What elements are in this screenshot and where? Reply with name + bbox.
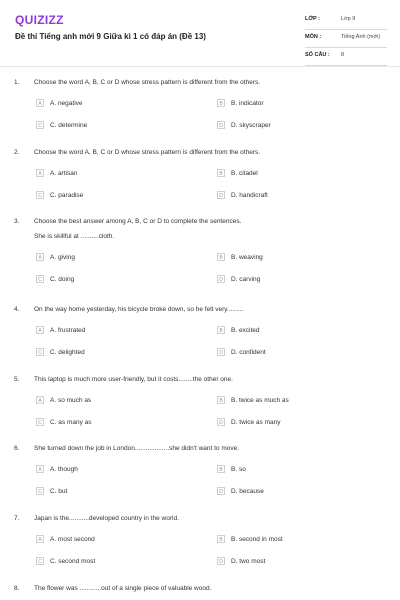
option-text: C. paradise	[50, 192, 84, 199]
meta-row-count	[305, 48, 387, 66]
option-letter-box: D	[217, 275, 225, 283]
option-letter-box: B	[217, 253, 225, 261]
meta-value: Tiếng Anh (mới)	[341, 34, 381, 40]
option-text: D. confident	[231, 349, 266, 356]
option-letter-box: A	[36, 99, 44, 107]
option-letter-box: A	[36, 253, 44, 261]
option-letter-box: D	[217, 191, 225, 199]
option-letter-box: B	[217, 326, 225, 334]
option-letter-box: C	[36, 348, 44, 356]
quizizz-logo: QUIZIZZ	[15, 13, 64, 27]
option-text: C. delighted	[50, 349, 85, 356]
question-number: 5.	[14, 376, 20, 383]
option-text: A. so much as	[50, 397, 92, 404]
option-text: B. second in most	[231, 536, 283, 543]
option-text: A. artisan	[50, 170, 78, 177]
option-text: C. second most	[50, 558, 96, 565]
question-text: Choose the word A, B, C or D whose stress pattern is different from the others.	[34, 79, 261, 86]
option-letter-box: C	[36, 557, 44, 565]
option-text: C. determine	[50, 122, 88, 129]
option-letter-box: A	[36, 326, 44, 334]
option-letter-box: D	[217, 348, 225, 356]
question-text: Choose the word A, B, C or D whose stress pattern is different from the others.	[34, 149, 261, 156]
option-text: D. handicraft	[231, 192, 268, 199]
option-letter-box: D	[217, 487, 225, 495]
option-text: D. twice as many	[231, 419, 281, 426]
question-text: The flower was ............out of a single piece of valuable wood.	[34, 585, 212, 592]
meta-row-subject	[305, 30, 387, 48]
option-text: C. as many as	[50, 419, 92, 426]
option-text: D. two most	[231, 558, 266, 565]
question-text: This laptop is much more user-friendly, but it costs........the other one.	[34, 376, 233, 383]
option-letter-box: C	[36, 487, 44, 495]
option-text: A. negative	[50, 100, 83, 107]
option-text: A. most second	[50, 536, 95, 543]
meta-label: LỚP :	[305, 16, 320, 22]
option-letter-box: D	[217, 418, 225, 426]
option-text: B. citadel	[231, 170, 258, 177]
meta-row-class	[305, 12, 387, 30]
question-number: 4.	[14, 306, 20, 313]
option-text: D. carving	[231, 276, 261, 283]
option-letter-box: B	[217, 169, 225, 177]
meta-label: MÔN :	[305, 34, 322, 40]
question-number: 2.	[14, 149, 20, 156]
question-sentence: She is skillful at ..........cloth.	[34, 233, 115, 240]
option-text: A. frustrated	[50, 327, 86, 334]
option-letter-box: D	[217, 121, 225, 129]
question-number: 6.	[14, 445, 20, 452]
option-text: C. but	[50, 488, 68, 495]
question-number: 7.	[14, 515, 20, 522]
option-text: B. so	[231, 466, 246, 473]
option-text: D. skyscraper	[231, 122, 271, 129]
worksheet-title: Đề thi Tiếng anh mới 9 Giữa kì 1 có đáp án (Đề 13)	[15, 32, 206, 41]
option-text: D. because	[231, 488, 264, 495]
question-number: 1.	[14, 79, 20, 86]
option-letter-box: C	[36, 121, 44, 129]
option-letter-box: B	[217, 465, 225, 473]
option-text: B. weaving	[231, 254, 263, 261]
option-letter-box: A	[36, 396, 44, 404]
option-letter-box: A	[36, 465, 44, 473]
question-text: She turned down the job in London...................she didn't want to move.	[34, 445, 240, 452]
question-text: Choose the best answer among A, B, C or D to complete the sentences.	[34, 218, 242, 225]
question-text: On the way home yesterday, his bicycle broke down, so he felt very.........	[34, 306, 244, 313]
question-number: 3.	[14, 218, 20, 225]
option-letter-box: B	[217, 99, 225, 107]
option-letter-box: C	[36, 191, 44, 199]
option-letter-box: C	[36, 275, 44, 283]
option-letter-box: A	[36, 169, 44, 177]
meta-label: SỐ CÂU :	[305, 52, 330, 58]
option-text: C. doing	[50, 276, 75, 283]
option-letter-box: B	[217, 535, 225, 543]
option-text: B. twice as much as	[231, 397, 289, 404]
worksheet-header	[0, 0, 400, 66]
option-letter-box: C	[36, 418, 44, 426]
option-letter-box: B	[217, 396, 225, 404]
question-number: 8.	[14, 585, 20, 592]
option-letter-box: D	[217, 557, 225, 565]
option-text: A. giving	[50, 254, 75, 261]
meta-value: Lớp 9	[341, 16, 356, 22]
option-letter-box: A	[36, 535, 44, 543]
option-text: B. excited	[231, 327, 260, 334]
question-text: Japan is the...........developed country in the world.	[34, 515, 179, 522]
header-divider	[0, 66, 400, 67]
worksheet-meta	[305, 12, 387, 66]
option-text: A. though	[50, 466, 78, 473]
meta-value: 8	[341, 52, 345, 58]
option-text: B. indicator	[231, 100, 264, 107]
